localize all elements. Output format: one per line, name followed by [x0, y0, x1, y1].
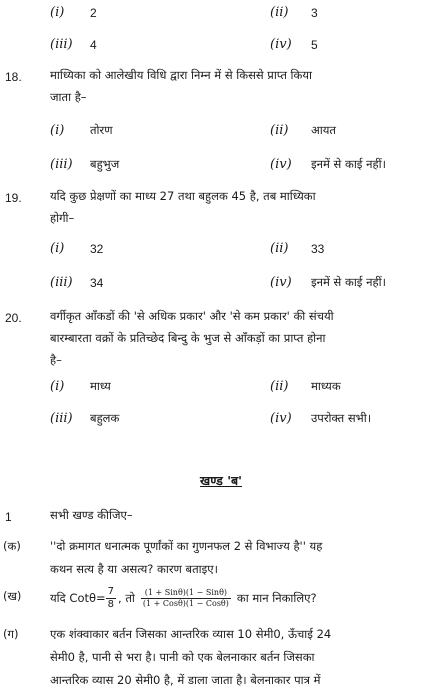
expression-suffix: का मान निकालिए?: [236, 590, 317, 605]
option-text: 2: [90, 6, 97, 20]
fraction-numerator: (1 + Sinθ)(1 − Sinθ): [141, 588, 231, 599]
fraction-numerator: 7: [107, 585, 115, 597]
option-text: उपरोक्त सभी।: [311, 411, 372, 425]
option-label: (i): [50, 241, 65, 256]
question-number: 18.: [5, 70, 22, 84]
option-text: तोरण: [90, 123, 113, 137]
question-text: वर्गीकृत आँकडों की 'से अधिक प्रकार' और 'से कम प्रकार' की संचयी: [50, 309, 334, 323]
option-label: (iii): [50, 157, 73, 172]
question-text: जाता है–: [50, 90, 87, 104]
option-text: 32: [90, 242, 104, 256]
trig-expression: [50, 583, 317, 613]
question-text: होगी–: [50, 211, 75, 225]
question-text: सेमी0 है, पानी से भरा है। पानी को एक बेलनाकार बर्तन जिसका: [50, 650, 315, 664]
option-label: (ii): [270, 379, 289, 394]
instruction-number: 1: [5, 510, 12, 524]
main-fraction: [141, 588, 231, 609]
option-text: इनमें से काई नहीं।: [311, 275, 386, 289]
cot-fraction: [106, 586, 116, 611]
option-text: आयत: [311, 123, 336, 137]
option-label: (iv): [270, 37, 292, 52]
option-label: (iii): [50, 411, 73, 426]
option-text: बहुलक: [90, 411, 120, 425]
question-label: (ग): [3, 627, 19, 641]
option-label: (iii): [50, 37, 73, 52]
question-number: 19.: [5, 191, 22, 205]
option-label: (iv): [270, 275, 292, 290]
question-text: ''दो क्रमागत धनात्मक पूर्णांकों का गुणनफल 2 से विभाज्य है'' यह: [50, 539, 323, 553]
option-label: (ii): [270, 241, 289, 256]
option-text: बहुभुज: [90, 157, 120, 171]
section-heading: खण्ड 'ब': [200, 473, 242, 488]
question-label: (ख): [3, 589, 22, 603]
option-label: (iv): [270, 157, 292, 172]
option-text: 3: [311, 6, 318, 20]
option-text: 33: [311, 242, 325, 256]
option-text: माध्यक: [311, 379, 341, 393]
option-label: (i): [50, 5, 65, 20]
question-label: (क): [3, 539, 21, 553]
question-number: 20.: [5, 311, 22, 325]
option-label: (i): [50, 123, 65, 138]
option-text: 4: [90, 38, 97, 52]
option-text: 5: [311, 38, 318, 52]
option-text: 34: [90, 276, 104, 290]
question-text: माध्यिका को आलेखीय विधि द्वारा निम्न में से किससे प्राप्त किया: [50, 68, 313, 82]
question-text: एक शंक्वाकार बर्तन जिसका आन्तरिक व्यास 10 सेमी0, ऊँचाई 24: [50, 627, 332, 641]
question-text: कथन सत्य है या असत्य? कारण बताइए।: [50, 562, 218, 576]
option-label: (iv): [270, 411, 292, 426]
option-text: माध्य: [90, 379, 111, 393]
option-label: (ii): [270, 5, 289, 20]
expression-prefix: यदि Cotθ=: [50, 590, 106, 605]
question-text: यदि कुछ प्रेक्षणों का माध्य 27 तथा बहुलक 45 है, तब माध्यिका: [50, 189, 316, 203]
question-text: बारम्बारता वक्रों के प्रतिच्छेद बिन्दु के भुज से आँकड़ों का प्राप्त होना: [50, 331, 326, 345]
question-text: है–: [50, 353, 62, 367]
option-label: (iii): [50, 275, 73, 290]
instruction-text: सभी खण्ड कीजिए–: [50, 508, 133, 522]
option-label: (ii): [270, 123, 289, 138]
fraction-denominator: (1 + Cosθ)(1 − Cosθ): [142, 598, 229, 608]
option-label: (i): [50, 379, 65, 394]
fraction-denominator: 8: [107, 598, 115, 610]
option-text: इनमें से काई नहीं।: [311, 157, 386, 171]
question-text: आन्तरिक व्यास 20 सेमी0 है, में डाला जाता है। बेलनाकार पात्र में: [50, 673, 321, 687]
expression-mid: , तो: [118, 590, 135, 605]
